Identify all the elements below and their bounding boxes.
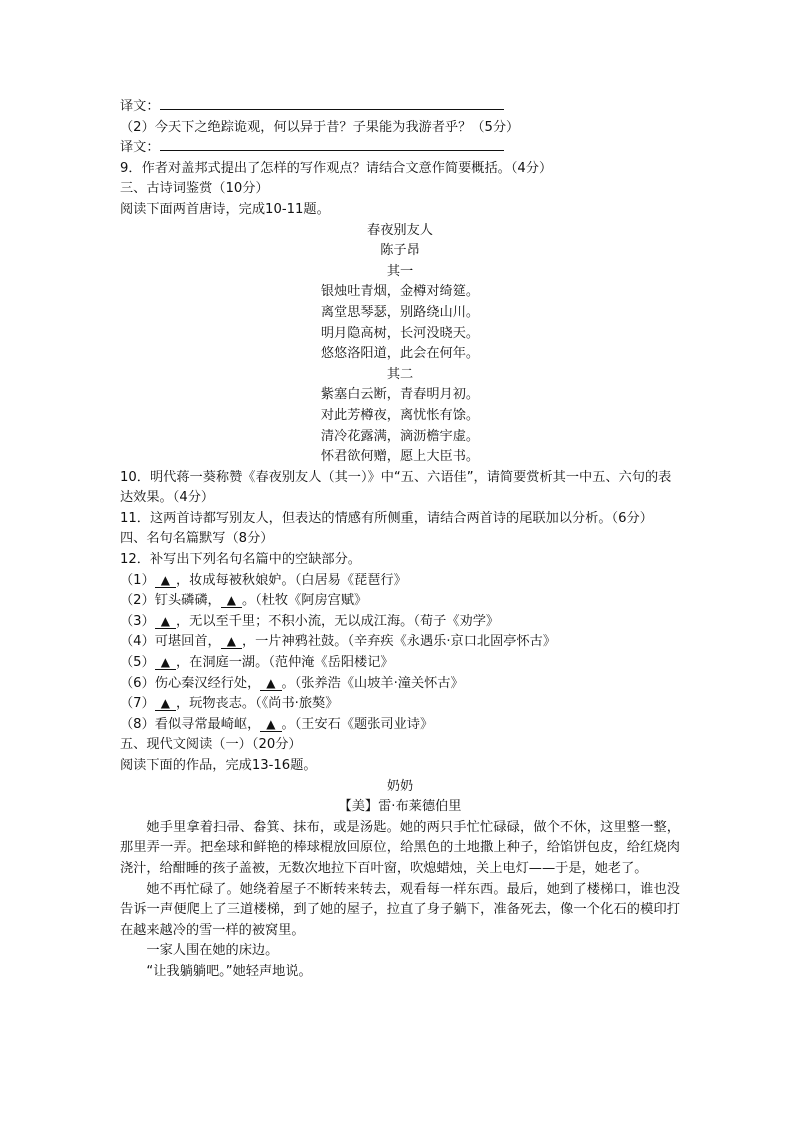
poem-line: 离堂思琴瑟，别路绕山川。 — [320, 304, 480, 320]
fill-blank[interactable]: ▲ — [155, 573, 176, 588]
fill-blank[interactable]: ▲ — [155, 655, 176, 670]
question-8-2: （2）今天下之绝踪诡观，何以异于昔？子果能为我游者乎？（5分） — [120, 119, 520, 135]
fill-item-6 — [120, 674, 680, 695]
poem-line: 明月隐高树，长河没晓天。 — [320, 325, 480, 341]
question-11: 11．这两首诗都写别友人，但表达的情感有所侧重，请结合两首诗的尾联加以分析。（6分） — [120, 510, 653, 526]
question-9: 9．作者对盖邦式提出了怎样的写作观点？请结合文意作简要概括。（4分） — [120, 160, 553, 176]
fill-blank[interactable]: ▲ — [155, 696, 176, 711]
fill-prefix: （7） — [120, 696, 155, 712]
poem-part2-heading: 其二 — [386, 366, 414, 382]
poem-line: 怀君欲何赠，愿上大臣书。 — [320, 449, 480, 465]
section-5-intro: 阅读下面的作品，完成13-16题。 — [120, 758, 317, 773]
section-5-title: 五、现代文阅读（一）（20分） — [120, 737, 302, 753]
fill-item-4 — [120, 632, 680, 653]
poem-line: 对此芳樽夜，离忧怅有馀。 — [320, 407, 480, 423]
fill-prefix: （5） — [120, 655, 155, 671]
poem-author: 陈子昂 — [380, 243, 420, 259]
translation-line-1 — [120, 97, 680, 118]
fill-suffix: 。（杜牧《阿房宫赋》 — [241, 593, 368, 609]
fill-item-3 — [120, 612, 680, 633]
story-paragraph-2: 她不再忙碌了。她绕着屋子不断转来转去，观看每一样东西。最后，她到了楼梯口，谁也没告诉一声便爬上了三道楼梯，到了她的屋子，拉直了身子躺下，准备死去，像一个化石的模印打在越来越冷的雪一样的被窝里。 — [120, 881, 680, 938]
fill-suffix: ，玩物丧志。（《尚书·旅獒》 — [176, 696, 339, 712]
fill-item-5 — [120, 653, 680, 674]
section-4-title: 四、名句名篇默写（8分） — [120, 531, 274, 547]
fill-blank[interactable]: ▲ — [155, 614, 176, 629]
fill-prefix: （1） — [120, 572, 155, 588]
story-title: 奶奶 — [386, 778, 414, 794]
fill-blank[interactable]: ▲ — [221, 634, 242, 649]
fill-suffix: 。（张养浩《山坡羊·潼关怀古》 — [281, 675, 464, 691]
story-paragraph-4: “让我躺躺吧。”她轻声地说。 — [146, 963, 312, 979]
fill-suffix: ，无以至千里；不积小流，无以成江海。（荀子《劝学》 — [176, 613, 500, 629]
fill-prefix: （2）钉头磷磷， — [120, 593, 221, 609]
fill-item-8 — [120, 715, 680, 736]
fill-suffix: ，在洞庭一湖。（范仲淹《岳阳楼记》 — [176, 655, 394, 671]
fill-prefix: （3） — [120, 613, 155, 629]
section-3-intro: 阅读下面两首唐诗，完成10-11题。 — [120, 201, 330, 217]
poem-line: 银烛吐青烟，金樽对绮筵。 — [320, 284, 480, 300]
poem-line: 紫塞白云断，青春明月初。 — [320, 387, 480, 403]
answer-line[interactable] — [160, 97, 504, 110]
poem-line: 悠悠洛阳道，此会在何年。 — [320, 346, 480, 362]
fill-suffix: ，一片神鸦社鼓。（辛弃疾《永遇乐·京口北固亭怀古》 — [241, 634, 557, 650]
story-author: 【美】雷·布莱德伯里 — [338, 799, 462, 815]
translation-label: 译文： — [120, 99, 160, 114]
fill-blank[interactable]: ▲ — [260, 717, 281, 732]
translation-label: 译文： — [120, 140, 160, 156]
fill-item-7 — [120, 694, 680, 715]
question-12: 12．补写出下列名句名篇中的空缺部分。 — [120, 552, 361, 568]
story-paragraph-3: 一家人围在她的床边。 — [146, 943, 279, 959]
question-10: 10．明代蒋一葵称赞《春夜别友人（其一）》中“五、六语佳”，请简要赏析其一中五、六句的表达效果。（4分） — [120, 469, 672, 506]
fill-prefix: （6）伤心秦汉经行处， — [120, 675, 261, 691]
fill-blank[interactable]: ▲ — [260, 676, 281, 691]
poem-line: 清冷花露满，滴沥檐宇虚。 — [320, 428, 480, 444]
content-column — [120, 97, 680, 983]
poem-title: 春夜别友人 — [367, 222, 433, 238]
translation-line-2 — [120, 138, 680, 159]
answer-line[interactable] — [160, 138, 504, 151]
fill-item-2 — [120, 591, 680, 612]
section-3-title: 三、古诗词鉴赏（10分） — [120, 181, 269, 197]
story-paragraph-1: 她手里拿着扫帚、畚箕、抹布，或是汤匙。她的两只手忙忙碌碌，做个不休，这里整一整，那里弄一弄。把垒球和鲜艳的棒球棍放回原位，给黑色的土地撒上种子，给馅饼包皮，给红烧肉浇汁，给酣睡的孩子盖被，无数次地拉下百叶窗，吹熄蜡烛，关上电灯——于是，她老了。 — [120, 819, 680, 876]
poem-part1-heading: 其一 — [386, 263, 414, 279]
fill-prefix: （8）看似寻常最崎岖， — [120, 716, 261, 732]
fill-blank[interactable]: ▲ — [221, 593, 242, 608]
fill-item-1 — [120, 571, 680, 592]
fill-suffix: 。（王安石《题张司业诗》 — [281, 716, 434, 732]
fill-suffix: ，妆成每被秋娘妒。（白居易《琵琶行》 — [176, 572, 407, 588]
fill-prefix: （4）可堪回首， — [120, 634, 221, 650]
